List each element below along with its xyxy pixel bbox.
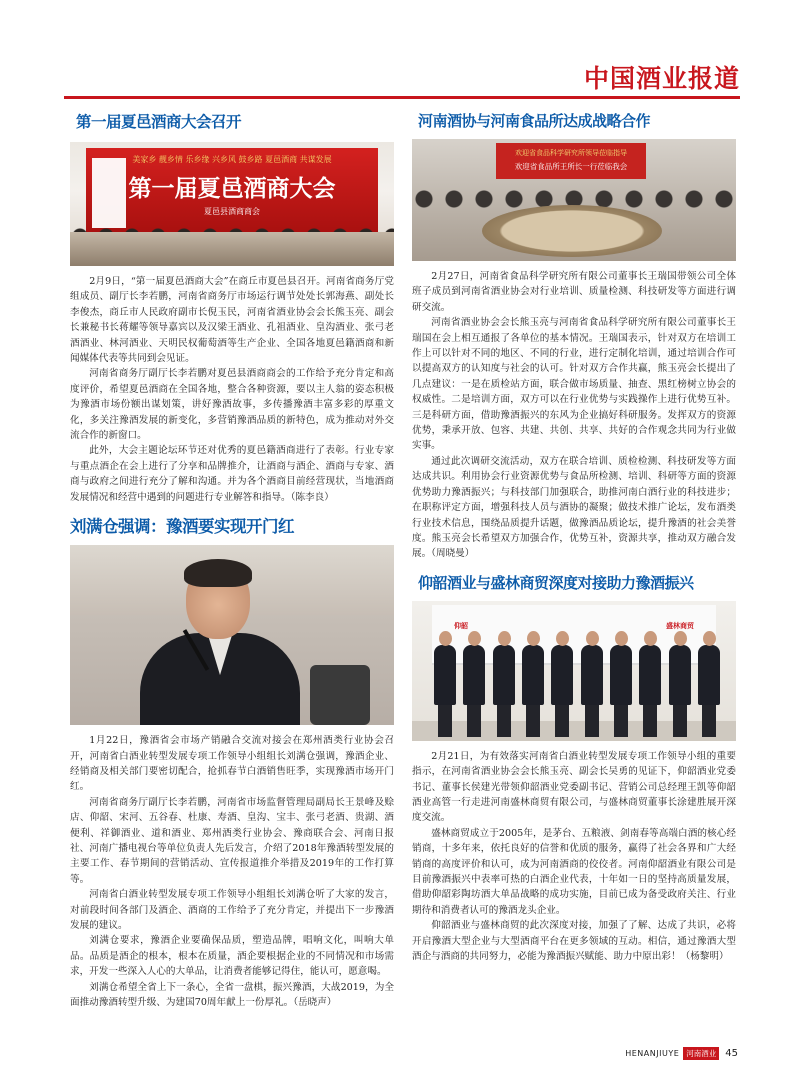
paragraph: 2月27日，河南省食品科学研究所有限公司董事长王瑞国带领公司全体班子成员到河南省酒业协会对行业培训、质量检测、科技研发等方面进行调研交流。	[412, 271, 736, 313]
article-body	[412, 269, 736, 562]
section-title: 中国酒业报道	[583, 64, 740, 93]
paragraph: 2月21日，为有效落实河南省白酒业转型发展专项工作领导小组的重要指示，在河南省酒业协会会长熊玉亮、副会长吴勇的见证下，仰韶酒业党委书记、董事长侯建光带领仰韶酒业党委副书记、营销公司总经理王凯等仰韶酒业高管一行走进河南盛林商贸有限公司，与盛林商贸董事长涂建胜展开深度交流。	[412, 750, 736, 824]
paragraph: 河南省酒业协会会长熊玉亮与河南省食品科学研究所有限公司董事长王瑞国在会上相互通报了各单位的基本情况。王瑞国表示，针对双方在培训工作上可以针对不同的地区、不同的行业，进行定制化培训，通过培训合作可以提高双方的认知度与社会的认可。针对双方合作共赢，熊玉亮会长提出了几点建议：一是在质检站方面，联合做市场质量、抽查、黑红榜树立协会的权威性。二是培训方面，双方可以在行业优势与实践操作上进行优势互补。三是科研方面，借助豫酒振兴的东风为企业搞好科研服务。发挥双方的资源优势，秉承开放、包容、共建、共创、共享、共好的合作观念共同为行业做实事。	[412, 317, 736, 452]
article-1	[70, 110, 394, 505]
group-photo	[434, 631, 720, 741]
left-column	[70, 108, 394, 1010]
paragraph: 河南省商务厅副厅长李若鹏对夏邑县酒商商会的工作给予充分肯定和高度评价，希望夏邑酒商在全国各地，整合各种资源，要以主人翁的姿态积极为豫酒市场份额出谋划策，讲好豫酒故事，多传播豫酒丰富多彩的厚重文化，多关注豫酒发展的新变化，多营销豫酒品质的新特色，成为推动对外交流合作的新窗口。	[70, 368, 394, 442]
article-4	[412, 572, 736, 965]
paragraph: 1月22日，豫酒省会市场产销融合交流对接会在郑州酒类行业协会召开，河南省白酒业转型发展专项工作领导小组组长刘满仓强调，豫酒企业、经销商及相关部门要密切配合，抢抓春节白酒销售旺季，实现豫酒市场开门红。	[70, 735, 394, 793]
article-body	[412, 749, 736, 965]
person-figure	[522, 631, 544, 741]
person-figure	[493, 631, 515, 741]
article-photo	[412, 139, 736, 261]
article-photo	[412, 601, 736, 741]
footer-brand: HENANJIUYE	[625, 1049, 680, 1058]
paragraph: 仰韶酒业与盛林商贸的此次深度对接，加强了了解、达成了共识，必将开启豫酒大型企业与大型酒商平台在更多领域的互动。相信，通过豫酒大型酒企与酒商的共同努力，必能为豫酒振兴赋能、助力中原出彩！（杨黎明）	[412, 920, 736, 962]
header-rule	[64, 96, 740, 99]
article-photo	[70, 142, 394, 266]
article-3	[412, 110, 736, 562]
person-figure	[463, 631, 485, 741]
paragraph: 刘满仓希望全省上下一条心，全省一盘棋，振兴豫酒，大战2019，为全面推动豫酒转型升级、为建国70周年献上一份厚礼。（岳晓声）	[70, 981, 394, 1008]
paragraph: 河南省商务厅副厅长李若鹏，河南省市场监督管理局副局长王景峰及赊店、仰韶、宋河、五谷春、杜康、寿酒、皇沟、宝丰、张弓老酒、贵湖、酒便利、祥御酒业、道和酒业、郑州酒类行业协会、豫商联合会、河南日报社、河南广播电视台等单位负责人先后发言，介绍了2018年豫酒转型发展的主要工作、春节期间的营销活动、宣传报道推介举措及2019年的工作打算等。	[70, 796, 394, 885]
article-title: 河南酒协与河南食品所达成战略合作	[418, 112, 651, 130]
article-2	[70, 513, 394, 1010]
right-column	[412, 108, 736, 964]
event-banner	[86, 148, 378, 234]
banner-main-title: 第一届夏邑酒商大会	[128, 176, 336, 202]
desk-item	[310, 665, 370, 725]
paragraph: 盛林商贸成立于2005年，是茅台、五粮液、剑南春等高端白酒的核心经销商，十多年来，依托良好的信誉和优质的服务，赢得了社会各界和广大经销商的高度评价和认可，成为河南酒商的佼佼者。河南仰韶酒业有限公司是目前豫酒振兴中表率可热的白酒企业代表，十年如一日的坚持高质量发展，借助仰韶彩陶坊酒大单品战略的成功实施，目前已成为备受政府关注、行业期待和消费者认可的豫酒龙头企业。	[412, 827, 736, 916]
person-figure	[551, 631, 573, 741]
banner-slogan: 美家乡 靓乡情 乐乡缘 兴乡风 鼓乡路 夏邑酒商 共谋发展	[132, 155, 332, 164]
backdrop-logo-right: 盛林商贸	[666, 621, 694, 630]
welcome-screen	[496, 143, 646, 179]
banner-subtitle: 夏邑县酒商商会	[204, 207, 260, 216]
article-title: 刘满仓强调：豫酒要实现开门红	[70, 517, 294, 537]
paragraph: 此外，大会主题论坛环节还对优秀的夏邑籍酒商进行了表彰。行业专家与重点酒企在会上进行了分享和品牌推介，让酒商与酒企、酒商与专家、酒商与政府之间进行充分了解和沟通。并为各个酒商目前经营现状，当地酒商发展情况和经营中遇到的问题进行专业解答和指导。（陈李良）	[70, 445, 394, 503]
article-title: 仰韶酒业与盛林商贸深度对接助力豫酒振兴	[418, 573, 694, 592]
article-body	[70, 274, 394, 505]
person-figure	[669, 631, 691, 741]
paragraph: 通过此次调研交流活动，双方在联合培训、质检检测、科技研发等方面达成共识。利用协会行业资源优势与食品所检测、培训、科研等方面的资源优势助力豫酒振兴；与科技部门加强联合，助推河南白酒行业的科技进步；在职称评定方面，增强科技人员与酒协的凝聚；做技术推广论坛，发布酒类行业技术信息，围绕品质提升话题，做豫酒品质论坛，提升豫酒的社会美誉度。熊玉亮会长希望双方加强合作，优势互补，资源共享，推动双方融合发展。（周晓曼）	[412, 455, 736, 560]
person-figure	[434, 631, 456, 741]
paragraph: 2月9日，“第一届夏邑酒商大会”在商丘市夏邑县召开。河南省商务厅党组成员、副厅长李若鹏，河南省商务厅市场运行调节处处长郭海燕、副处长李俊杰，商丘市人民政府副市长倪玉民，河南省酒业协会会长熊玉亮、副会长兼秘书长蒋耀等领导嘉宾以及汉梁王酒业、孔祖酒业、皇沟酒业、张弓老酒酒业、林河酒业、天明民权葡萄酒等生产企业、全国各地夏邑籍酒商和新闻媒体代表等共同到会见证。	[70, 276, 394, 365]
speaker-figure	[140, 563, 300, 725]
section-header	[584, 58, 740, 96]
paragraph: 刘满仓要求，豫酒企业要确保品质，塑造品牌，唱响文化，叫响大单品。品质是酒企的根本，根本在质量，酒企要根据企业的不同情况和市场需求，开发一些深入人心的大单品，让消费者能够记得住，能认可，愿意喝。	[70, 935, 394, 978]
meeting-table	[482, 205, 662, 257]
page-number: 45	[725, 1048, 738, 1059]
footer-magazine-badge: 河南酒业	[683, 1047, 719, 1060]
page-footer	[625, 1047, 738, 1060]
article-photo	[70, 545, 394, 725]
paragraph: 河南省白酒业转型发展专项工作领导小组组长刘满仓听了大家的发言，对前段时间各部门及酒企、酒商的工作给予了充分肯定，并提出下一步豫酒发展的建议。	[70, 889, 394, 931]
backdrop-logo-left: 仰韶	[454, 621, 468, 630]
screen-line-2: 欢迎省食品所王所长一行莅临我会	[514, 162, 628, 171]
conference-table	[70, 232, 394, 266]
person-figure	[581, 631, 603, 741]
article-title: 第一届夏邑酒商大会召开	[76, 113, 242, 131]
person-figure	[639, 631, 661, 741]
article-body	[70, 733, 394, 1010]
person-figure	[698, 631, 720, 741]
person-figure	[610, 631, 632, 741]
screen-line-1: 欢迎省食品科学研究所领导莅临指导	[515, 149, 627, 157]
